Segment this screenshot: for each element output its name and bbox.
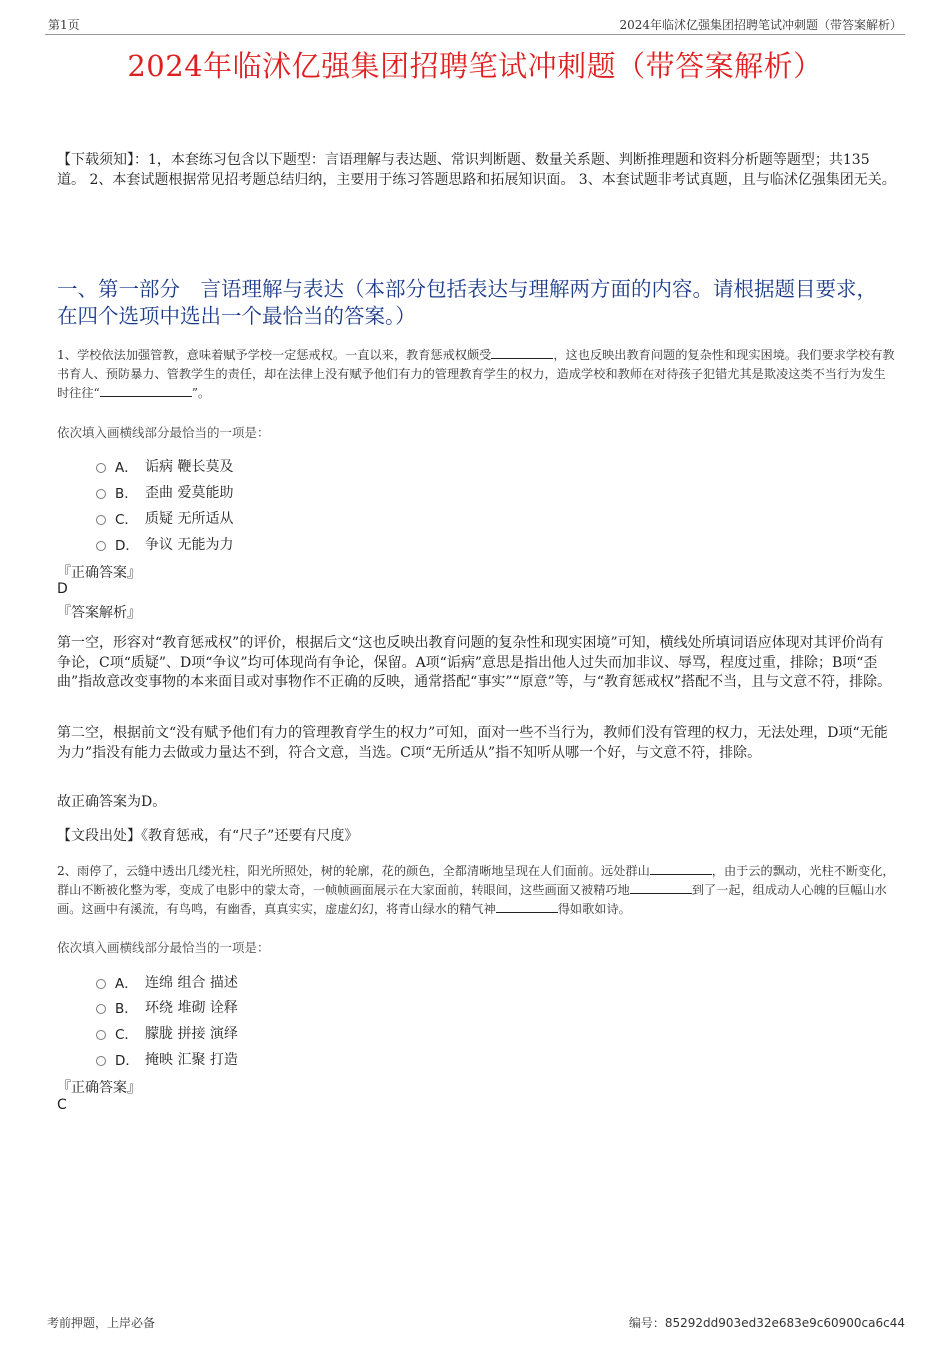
question-2-prompt: 依次填入画横线部分最恰当的一项是： [57,940,270,955]
page-number: 第1页 [48,18,80,32]
footer-code: 编号：85292dd903ed32e683e9c60900ca6c44 [628,1316,905,1330]
radio-icon[interactable] [96,541,106,551]
analysis-paragraph-1: 第一空，形容对“教育惩戒权”的评价，根据后文“这也反映出教育问题的复杂性和现实困境”可知，横线处所填词语应体现对其评价尚有争论，C项“质疑”、D项“争议”均可体现尚有争论，保留。A项“诟病”意思是指出他人过失而加非议、辱骂，程度过重，排除；B项“歪曲”指故意改变事物的本来面目或对事物作不正确的反映，通常搭配“事实”“原意”等，与“教育惩戒权”搭配不当，且与文意不符，排除。 [57,635,892,691]
radio-icon[interactable] [96,515,106,525]
page-header [45,14,905,35]
correct-answer-label: 『正确答案』 [57,1080,141,1096]
blank [491,346,553,359]
radio-icon[interactable] [96,489,106,499]
radio-icon[interactable] [96,1030,106,1040]
question-1-option-c[interactable]: C． 质疑 无所适从 [96,508,233,528]
blank [630,881,692,894]
radio-icon[interactable] [96,979,106,989]
section-heading: 一、第一部分 言语理解与表达（本部分包括表达与理解两方面的内容。请根据题目要求，在四个选项中选出一个最恰当的答案。） [57,277,877,328]
analysis-conclusion: 故正确答案为D。 [57,794,167,810]
question-1-option-b[interactable]: B． 歪曲 爱莫能助 [96,482,233,502]
correct-answer: C [57,1097,67,1113]
document-title: 2024年临沭亿强集团招聘笔试冲刺题（带答案解析） [127,49,823,83]
correct-answer: D [57,581,68,597]
question-1-option-a[interactable]: A． 诟病 鞭长莫及 [96,456,233,476]
question-2-option-a[interactable]: A． 连绵 组合 描述 [96,972,238,992]
download-notice: 【下载须知】：1，本套练习包含以下题型：言语理解与表达题、常识判断题、数量关系题、判断推理题和资料分析题等题型；共135道。 2、本套试题根据常见招考题总结归纳，主要用于练习答题思路和拓展知识面。 3、本套试题非考试真题，且与临沭亿强集团无关。 [57,152,896,188]
header-doc-title: 2024年临沭亿强集团招聘笔试冲刺题（带答案解析） [619,18,902,32]
radio-icon[interactable] [96,463,106,473]
analysis-label: 『答案解析』 [57,605,141,621]
blank [650,862,712,875]
question-1-text: 1、学校依法加强管教，意味着赋予学校一定惩戒权。一直以来，教育惩戒权颇受 ，这也反映出教育问题的复杂性和现实困境。我们要求学校有教书育人、预防暴力、管教学生的责任，却在法律上没有赋予他们有力的管理教育学生的权力，造成学校和教师在对待孩子犯错尤其是欺凌这类不当行为发生时往往“ ”。 [57,348,895,400]
source-citation: 【文段出处】《教育惩戒，有“尺子”还要有尺度》 [57,828,359,844]
analysis-paragraph-2: 第二空，根据前文“没有赋予他们有力的管理教育学生的权力”可知，面对一些不当行为，教师们没有管理的权力，无法处理，D项“无能为力”指没有能力去做或力量达不到，符合文意，当选。C项“无所适从”指不知听从哪一个好，与文意不符，排除。 [57,725,888,761]
question-2-text: 2、雨停了，云缝中透出几缕光柱，阳光所照处，树的轮廓，花的颜色，全都清晰地呈现在人们面前。远处群山 ，由于云的飘动，光柱不断变化，群山不断被化整为零，变成了电影中的蒙太奇，一帧帧画面展示在大家面前，转眼间，这些画面又被精巧地 到了一起，组成动人心魄的巨幅山水画。这画中有溪流，有鸟鸣，有幽香，真真实实，虚虚幻幻，将青山绿水的精气神 得如歌如诗。 [57,864,895,916]
question-1-prompt: 依次填入画横线部分最恰当的一项是： [57,425,270,440]
question-1-option-d[interactable]: D． 争议 无能为力 [96,534,233,554]
blank [496,900,558,913]
question-2-option-c[interactable]: C． 朦胧 拼接 演绎 [96,1023,238,1043]
question-2-option-d[interactable]: D． 掩映 汇聚 打造 [96,1049,238,1069]
blank [100,384,192,397]
radio-icon[interactable] [96,1004,106,1014]
question-2-option-b[interactable]: B． 环绕 堆砌 诠释 [96,997,238,1017]
radio-icon[interactable] [96,1056,106,1066]
correct-answer-label: 『正确答案』 [57,565,141,581]
footer-slogan: 考前押题，上岸必备 [47,1316,156,1330]
